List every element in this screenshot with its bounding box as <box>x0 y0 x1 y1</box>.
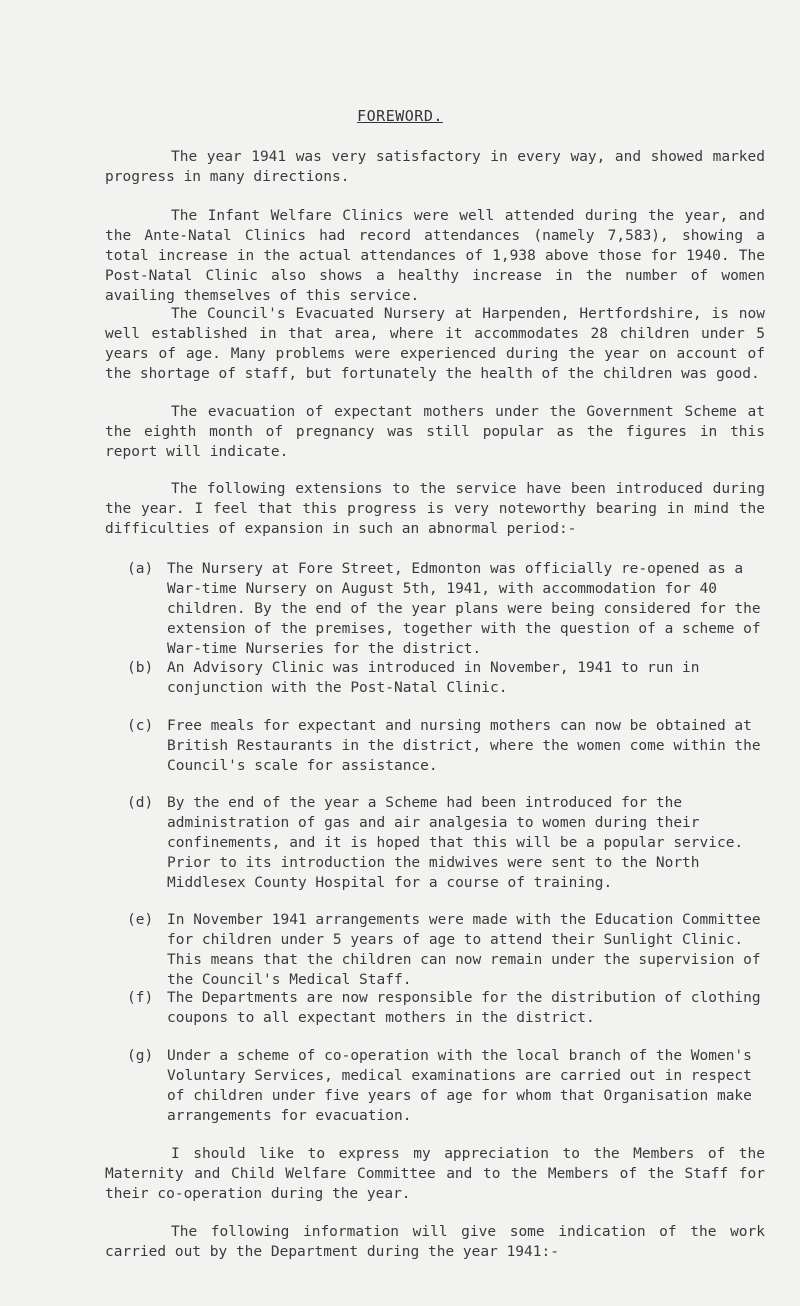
item-text: An Advisory Clinic was introduced in November, 1941 to run in conjunction with the Post-Natal Clinic. <box>167 660 700 696</box>
paragraph-extensions: The following extensions to the service have been introduced during the year. I feel that this progress is very noteworthy bearing in mind the difficulties of expansion in such an abnormal period:- <box>105 481 765 537</box>
list-item <box>127 658 767 698</box>
paragraph-evacuation: The evacuation of expectant mothers under the Government Scheme at the eighth month of pregnancy was still popular as the figures in this report will indicate. <box>105 404 765 460</box>
item-text: The Nursery at Fore Street, Edmonton was officially re-opened as a War-time Nursery on August 5th, 1941, with accommodation for 40 children. By the end of the year plans were being considered for the extension of the premises, together with the question of a scheme of War-time Nurseries for the district. <box>167 561 761 657</box>
paragraph-appreciation: I should like to express my appreciation to the Members of the Maternity and Child Welfare Committee and to the Members of the Staff for their co-operation during the year. <box>105 1146 765 1202</box>
list-item <box>127 716 767 776</box>
item-text: In November 1941 arrangements were made with the Education Committee for children under 5 years of age to attend their Sunlight Clinic. This means that the children can now remain under the supervision of the Council's Medical Staff. <box>167 912 761 988</box>
item-marker: (d) <box>127 795 154 811</box>
item-marker: (f) <box>127 990 154 1006</box>
list-item <box>127 1046 767 1126</box>
item-text: Under a scheme of co-operation with the local branch of the Women's Voluntary Services, medical examinations are carried out in respect of children under five years of age for whom that Organisation make arrangements for evacuation. <box>167 1048 752 1124</box>
paragraph-nursery: The Council's Evacuated Nursery at Harpenden, Hertfordshire, is now well established in that area, where it accommodates 28 children under 5 years of age. Many problems were experienced during the year on account of the shortage of staff, but fortunately the health of the children was good. <box>105 306 765 382</box>
list-item <box>127 793 767 893</box>
item-marker: (g) <box>127 1048 154 1064</box>
title-text: FOREWORD. <box>357 107 443 125</box>
list-item <box>127 910 767 990</box>
paragraph-following-information: The following information will give some indication of the work carried out by the Department during the year 1941:- <box>105 1224 765 1260</box>
list-item <box>127 559 767 659</box>
item-marker: (e) <box>127 912 154 928</box>
item-marker: (c) <box>127 718 154 734</box>
item-marker: (a) <box>127 561 154 577</box>
item-text: Free meals for expectant and nursing mothers can now be obtained at British Restaurants in the district, where the women come within the Council's scale for assistance. <box>167 718 761 774</box>
item-marker: (b) <box>127 660 154 676</box>
paragraph-intro: The year 1941 was very satisfactory in every way, and showed marked progress in many directions. <box>105 149 765 185</box>
page-title <box>0 106 800 126</box>
item-text: By the end of the year a Scheme had been introduced for the administration of gas and air analgesia to women during their confinements, and it is hoped that this will be a popular service. Prior to its introduction the midwives were sent to the North Middlesex County Hospital for a course of training. <box>167 795 744 891</box>
paragraph-clinics: The Infant Welfare Clinics were well attended during the year, and the Ante-Natal Clinics had record attendances (namely 7,583), showing a total increase in the actual attendances of 1,938 above those for 1940. The Post-Natal Clinic also shows a healthy increase in the number of women availing themselves of this service. <box>105 208 765 304</box>
list-item <box>127 988 767 1028</box>
item-text: The Departments are now responsible for the distribution of clothing coupons to all expectant mothers in the district. <box>167 990 761 1026</box>
